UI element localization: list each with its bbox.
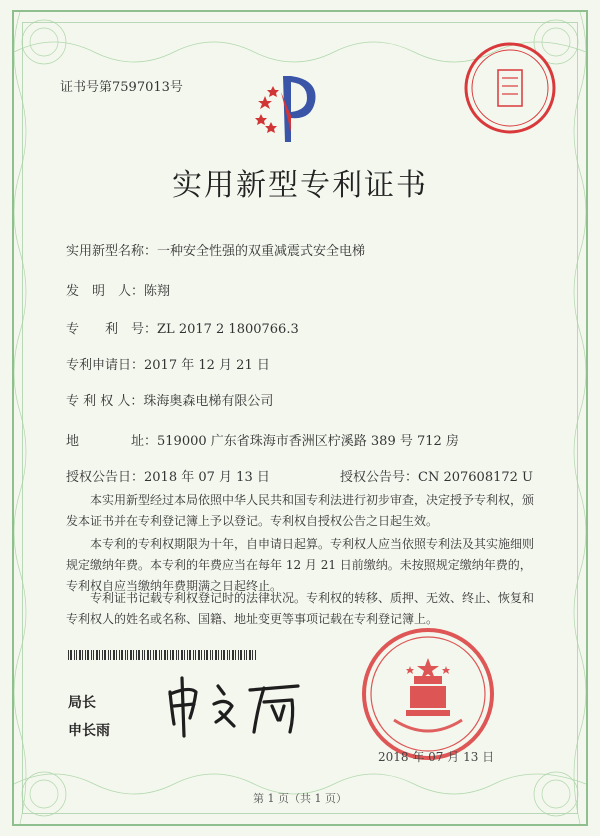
patent-number-row <box>66 318 299 337</box>
utility-name-label: 实用新型名称： <box>66 244 158 259</box>
inventor-label: 发 明 人： <box>66 284 145 299</box>
certificate-number: 证书号第7597013号 <box>60 80 183 95</box>
utility-name-row <box>66 240 365 259</box>
paragraph-1: 本实用新型经过本局依照中华人民共和国专利法进行初步审查，决定授予专利权，颁发本证书并在专利登记簿上予以登记。专利权自授权公告之日起生效。 <box>66 493 535 528</box>
inventor-row <box>66 280 170 299</box>
patent-number-label: 专 利 号： <box>66 322 158 337</box>
grant-date-row <box>66 466 270 485</box>
grant-number-label: 授权公告号： <box>340 470 419 485</box>
grant-number-value: CN 207608172 U <box>418 470 533 485</box>
filing-date-label: 专利申请日： <box>66 358 145 373</box>
barcode-icon <box>68 650 258 660</box>
agency-stamp-icon <box>462 40 558 136</box>
page-footer: 第 1 页（共 1 页） <box>253 792 347 805</box>
owner-row <box>66 390 273 409</box>
paragraph-3: 专利证书记载专利权登记时的法律状况。专利权的转移、质押、无效、终止、恢复和专利权人的姓名或名称、国籍、地址变更等事项记载在专利登记簿上。 <box>66 591 535 626</box>
inventor-value: 陈翔 <box>144 284 171 299</box>
filing-date-value: 2017 年 12 月 21 日 <box>144 358 270 373</box>
certificate-title: 实用新型专利证书 <box>172 168 428 203</box>
address-row <box>66 430 459 449</box>
cnipa-official-seal-icon <box>358 624 498 764</box>
director-name: 申长雨 <box>68 723 110 739</box>
grant-date-value: 2018 年 07 月 13 日 <box>144 470 270 485</box>
address-value: 519000 广东省珠海市香洲区柠溪路 389 号 712 房 <box>157 434 459 449</box>
director-title: 局长 <box>68 695 96 711</box>
seal-date: 2018 年 07 月 13 日 <box>378 750 495 764</box>
grant-date-label: 授权公告日： <box>66 470 145 485</box>
paragraph-2: 本专利的专利权期限为十年，自申请日起算。专利权人应当依照专利法及其实施细则规定缴纳年费。本专利的年费应当在每年 12 月 21 日前缴纳。未按照规定缴纳年费的，专利权自应当缴纳年费期满之日起终止。 <box>66 537 535 593</box>
cnipa-logo-icon <box>255 62 325 148</box>
handwritten-signature-icon <box>160 672 310 742</box>
filing-date-row <box>66 354 270 373</box>
grant-number-row <box>340 466 533 485</box>
patent-number-value: ZL 2017 2 1800766.3 <box>157 322 299 337</box>
utility-name-value: 一种安全性强的双重减震式安全电梯 <box>157 244 366 259</box>
address-label: 地 址： <box>66 434 158 449</box>
owner-label: 专 利 权 人： <box>66 394 144 409</box>
owner-value: 珠海奥森电梯有限公司 <box>143 394 274 409</box>
